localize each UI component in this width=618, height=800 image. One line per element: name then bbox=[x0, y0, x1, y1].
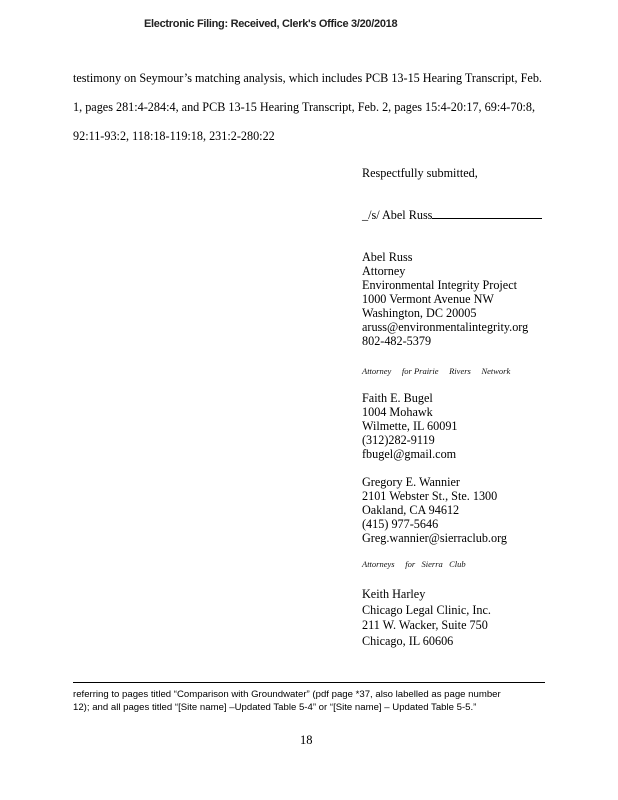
role-label: Attorney for Prairie Rivers Network bbox=[362, 366, 511, 376]
phone-text: 802-482-5379 bbox=[362, 334, 432, 348]
block-line: Washington, DC 20005 bbox=[362, 306, 477, 320]
block-line: 1004 Mohawk bbox=[362, 405, 433, 419]
attorney-block-harley bbox=[362, 587, 491, 649]
email-text: fbugel@gmail.com bbox=[362, 447, 457, 461]
block-line: Attorney bbox=[362, 264, 406, 278]
phone-text: (312)282-9119 bbox=[362, 433, 435, 447]
block-line: Faith E. Bugel bbox=[362, 391, 433, 405]
footnote-divider bbox=[73, 682, 545, 683]
body-line: testimony on Seymour’s matching analysis, which includes PCB 13-15 Hearing Transcript, Feb. bbox=[73, 71, 542, 85]
role-label: Attorneys for Sierra Club bbox=[362, 559, 466, 569]
signature-line bbox=[362, 208, 542, 223]
block-line: Gregory E. Wannier bbox=[362, 475, 460, 489]
footnote-line: referring to pages titled “Comparison with Groundwater” (pdf page *37, also labelled as page number bbox=[73, 689, 501, 700]
footnote-line: 12); and all pages titled “[Site name] –Updated Table 5-4” or “[Site name] – Updated Table 5-5.” bbox=[73, 702, 477, 713]
footnote bbox=[73, 688, 553, 714]
signature-underline bbox=[432, 208, 542, 219]
email-text: aruss@environmentalintegrity.org bbox=[362, 320, 529, 334]
block-line: Wilmette, IL 60091 bbox=[362, 419, 458, 433]
page-number: 18 bbox=[300, 733, 313, 747]
body-line: 1, pages 281:4-284:4, and PCB 13-15 Hearing Transcript, Feb. 2, pages 15:4-20:17, 69:4-70:8, bbox=[73, 100, 536, 114]
filing-stamp: Electronic Filing: Received, Clerk's Office 3/20/2018 bbox=[144, 18, 398, 30]
block-line: 211 W. Wacker, Suite 750 bbox=[362, 618, 488, 632]
block-line: Chicago Legal Clinic, Inc. bbox=[362, 602, 491, 617]
block-line: Chicago, IL 60606 bbox=[362, 633, 454, 648]
block-line: Keith Harley bbox=[362, 587, 426, 601]
body-paragraph bbox=[73, 64, 573, 151]
block-line: 2101 Webster St., Ste. 1300 bbox=[362, 489, 498, 503]
block-line: Environmental Integrity Project bbox=[362, 278, 518, 292]
email-text: Greg.wannier@sierraclub.org bbox=[362, 531, 508, 545]
signature-text: _/s/ Abel Russ bbox=[362, 208, 433, 222]
attorney-block-wannier bbox=[362, 475, 507, 545]
block-line: Oakland, CA 94612 bbox=[362, 503, 460, 517]
attorney-block-bugel bbox=[362, 391, 458, 461]
block-line: Abel Russ bbox=[362, 250, 413, 264]
phone-text: (415) 977-5646 bbox=[362, 517, 439, 531]
attorney-block-russ bbox=[362, 250, 528, 348]
block-line: 1000 Vermont Avenue NW bbox=[362, 292, 494, 306]
body-line: 92:11-93:2, 118:18-119:18, 231:2-280:22 bbox=[73, 129, 275, 143]
closing: Respectfully submitted, bbox=[362, 166, 478, 180]
